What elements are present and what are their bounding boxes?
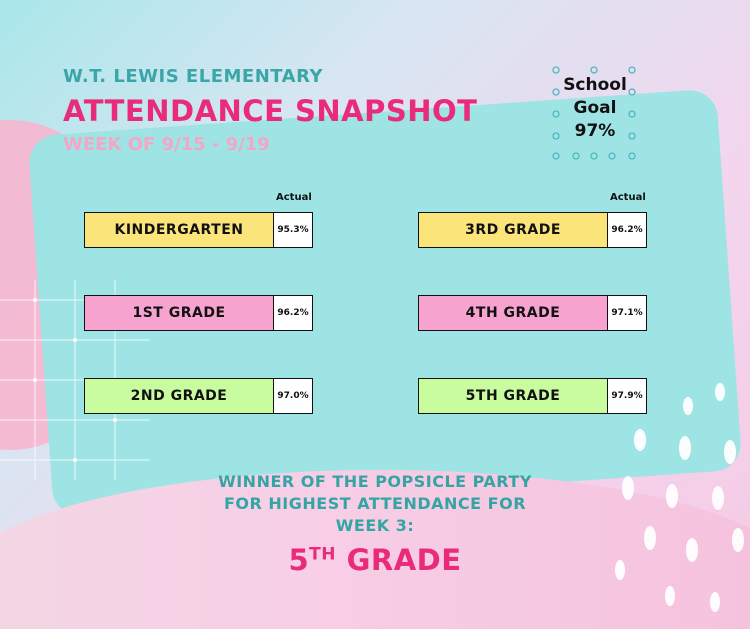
grade-value: 96.2% [274, 295, 313, 331]
grade-value: 96.2% [608, 212, 647, 248]
grade-row-3rd [418, 212, 647, 248]
grade-value: 95.3% [274, 212, 313, 248]
grade-name: 5TH GRADE [418, 378, 608, 414]
grade-row-4th [418, 295, 647, 331]
winner-line1: WINNER OF THE POPSICLE PARTY [218, 472, 532, 491]
winner-grade-word: GRADE [346, 543, 462, 577]
school-goal [550, 74, 640, 143]
actual-label-left: Actual [276, 192, 312, 203]
goal-value: 97% [574, 121, 616, 141]
grade-value: 97.0% [274, 378, 313, 414]
grade-row-1st [84, 295, 313, 331]
grade-name: 2ND GRADE [84, 378, 274, 414]
grade-row-2nd [84, 378, 313, 414]
winner-grade [220, 543, 530, 577]
winner-grade-number: 5 [288, 543, 310, 577]
grade-name: 4TH GRADE [418, 295, 608, 331]
week-range: WEEK OF 9/15 - 9/19 [63, 134, 270, 155]
school-name: W.T. LEWIS ELEMENTARY [63, 66, 323, 87]
winner-line3: WEEK 3: [335, 516, 415, 535]
actual-label-right: Actual [610, 192, 646, 203]
grade-name: KINDERGARTEN [84, 212, 274, 248]
winner-announcement [170, 471, 580, 537]
goal-label-line2: Goal [573, 98, 617, 118]
grade-value: 97.9% [608, 378, 647, 414]
page-title: ATTENDANCE SNAPSHOT [63, 94, 478, 128]
grade-row-kindergarten [84, 212, 313, 248]
grade-value: 97.1% [608, 295, 647, 331]
grade-name: 1ST GRADE [84, 295, 274, 331]
goal-label-line1: School [563, 75, 627, 95]
grade-name: 3RD GRADE [418, 212, 608, 248]
winner-line2: FOR HIGHEST ATTENDANCE FOR [223, 494, 527, 513]
grade-row-5th [418, 378, 647, 414]
winner-grade-suffix: TH [309, 544, 336, 565]
